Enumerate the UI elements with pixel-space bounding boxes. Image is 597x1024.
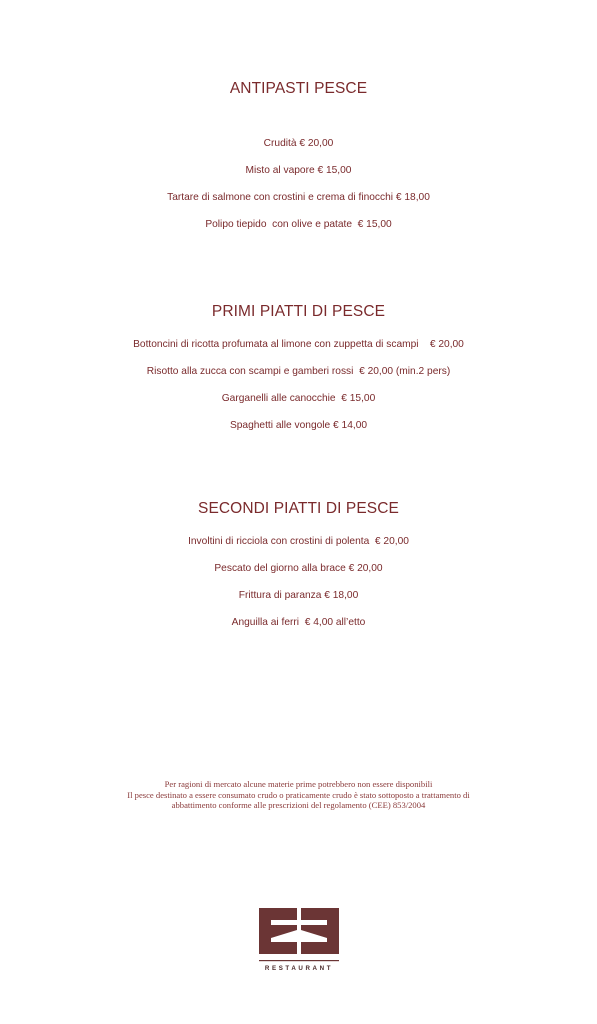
section-primi bbox=[0, 303, 597, 439]
section-title-antipasti: ANTIPASTI PESCE bbox=[229, 80, 368, 97]
menu-item: Spaghetti alle vongole € 14,00 bbox=[229, 420, 368, 431]
logo-caption: RESTAURANT bbox=[264, 965, 334, 972]
menu-item: Frittura di paranza € 18,00 bbox=[238, 590, 359, 601]
disclaimer-line: Per ragioni di mercato alcune materie prime potrebbero non essere disponibili bbox=[164, 779, 433, 789]
primi-list bbox=[0, 331, 597, 439]
disclaimer-line: abbattimento conforme alle prescrizioni del regolamento (CEE) 853/2004 bbox=[171, 800, 426, 810]
menu-item: Crudità € 20,00 bbox=[263, 138, 334, 149]
disclaimer-note bbox=[0, 779, 597, 811]
section-secondi bbox=[0, 500, 597, 636]
menu-item: Tartare di salmone con crostini e crema di finocchi € 18,00 bbox=[167, 192, 430, 203]
menu-item: Involtini di ricciola con crostini di polenta € 20,00 bbox=[188, 536, 409, 547]
menu-item: Pescato del giorno alla brace € 20,00 bbox=[214, 563, 383, 574]
menu-item: Garganelli alle canocchie € 15,00 bbox=[221, 393, 376, 404]
menu-item: Misto al vapore € 15,00 bbox=[245, 165, 352, 176]
disclaimer-line: Il pesce destinato a essere consumato crudo o praticamente crudo è stato sottoposto a trattamento di bbox=[127, 789, 470, 800]
section-title-secondi: SECONDI PIATTI DI PESCE bbox=[198, 500, 399, 517]
menu-item: Bottoncini di ricotta profumata al limone con zuppetta di scampi € 20,00 bbox=[133, 339, 464, 350]
section-title-primi: PRIMI PIATTI DI PESCE bbox=[211, 303, 386, 320]
menu-item: Risotto alla zucca con scampi e gamberi rossi € 20,00 (min.2 pers) bbox=[146, 366, 451, 377]
antipasti-list bbox=[0, 130, 597, 238]
menu-item: Anguilla ai ferri € 4,00 all’etto bbox=[231, 617, 366, 628]
section-antipasti bbox=[0, 80, 597, 238]
menu-item: Polipo tiepido con olive e patate € 15,00 bbox=[205, 219, 392, 230]
secondi-list bbox=[0, 528, 597, 636]
